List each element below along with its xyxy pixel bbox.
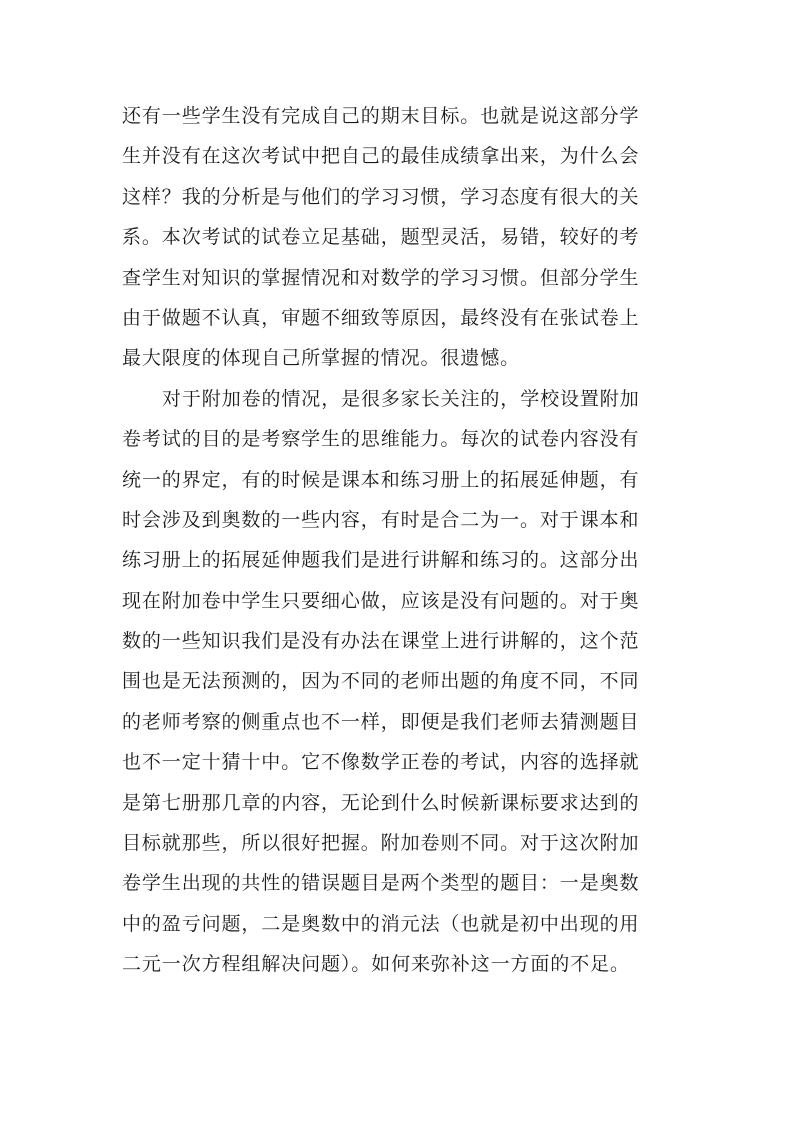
text-line: 生并没有在这次考试中把自己的最佳成绩拿出来，为什么会 (122, 145, 640, 168)
text-line: 的老师考察的侧重点也不一样，即便是我们老师去猜测题目 (122, 710, 640, 733)
text-line: 现在附加卷中学生只要细心做，应该是没有问题的。对于奥 (122, 589, 640, 612)
text-line: 是第七册那几章的内容，无论到什么时候新课标要求达到的 (122, 791, 640, 814)
text-line: 还有一些学生没有完成自己的期末目标。也就是说这部分学 (122, 105, 640, 127)
text-line-first-indented: 对于附加卷的情况，是很多家长关注的，学校设置附加 (162, 387, 640, 410)
text-line: 练习册上的拓展延伸题我们是进行讲解和练习的。这部分出 (122, 549, 640, 572)
text-line: 卷考试的目的是考察学生的思维能力。每次的试卷内容没有 (122, 428, 640, 451)
text-line: 二元一次方程组解决问题）。如何来弥补这一方面的不足。 (122, 953, 630, 976)
document-body (122, 96, 676, 985)
text-line: 由于做题不认真，审题不细致等原因，最终没有在张试卷上 (122, 306, 640, 329)
text-line: 数的一些知识我们是没有办法在课堂上进行讲解的，这个范 (122, 630, 640, 653)
text-line: 围也是无法预测的，因为不同的老师出题的角度不同，不同 (122, 670, 640, 693)
text-line: 统一的界定，有的时候是课本和练习册上的拓展延伸题，有 (122, 468, 640, 491)
text-line: 最大限度的体现自己所掌握的情况。很遗憾。 (122, 347, 521, 370)
text-line: 目标就那些，所以很好把握。附加卷则不同。对于这次附加 (122, 832, 640, 855)
text-line: 查学生对知识的掌握情况和对数学的学习习惯。但部分学生 (122, 266, 640, 289)
paragraph-2 (122, 379, 676, 985)
text-line: 时会涉及到奥数的一些内容，有时是合二为一。对于课本和 (122, 508, 640, 531)
text-line: 卷学生出现的共性的错误题目是两个类型的题目：一是奥数 (122, 872, 640, 895)
text-line: 系。本次考试的试卷立足基础，题型灵活，易错，较好的考 (122, 226, 640, 249)
text-line: 也不一定十猜十中。它不像数学正卷的考试，内容的选择就 (122, 751, 640, 774)
paragraph-1 (122, 96, 676, 379)
text-line: 这样？我的分析是与他们的学习习惯，学习态度有很大的关 (122, 185, 640, 208)
text-line: 中的盈亏问题，二是奥数中的消元法（也就是初中出现的用 (122, 912, 640, 935)
